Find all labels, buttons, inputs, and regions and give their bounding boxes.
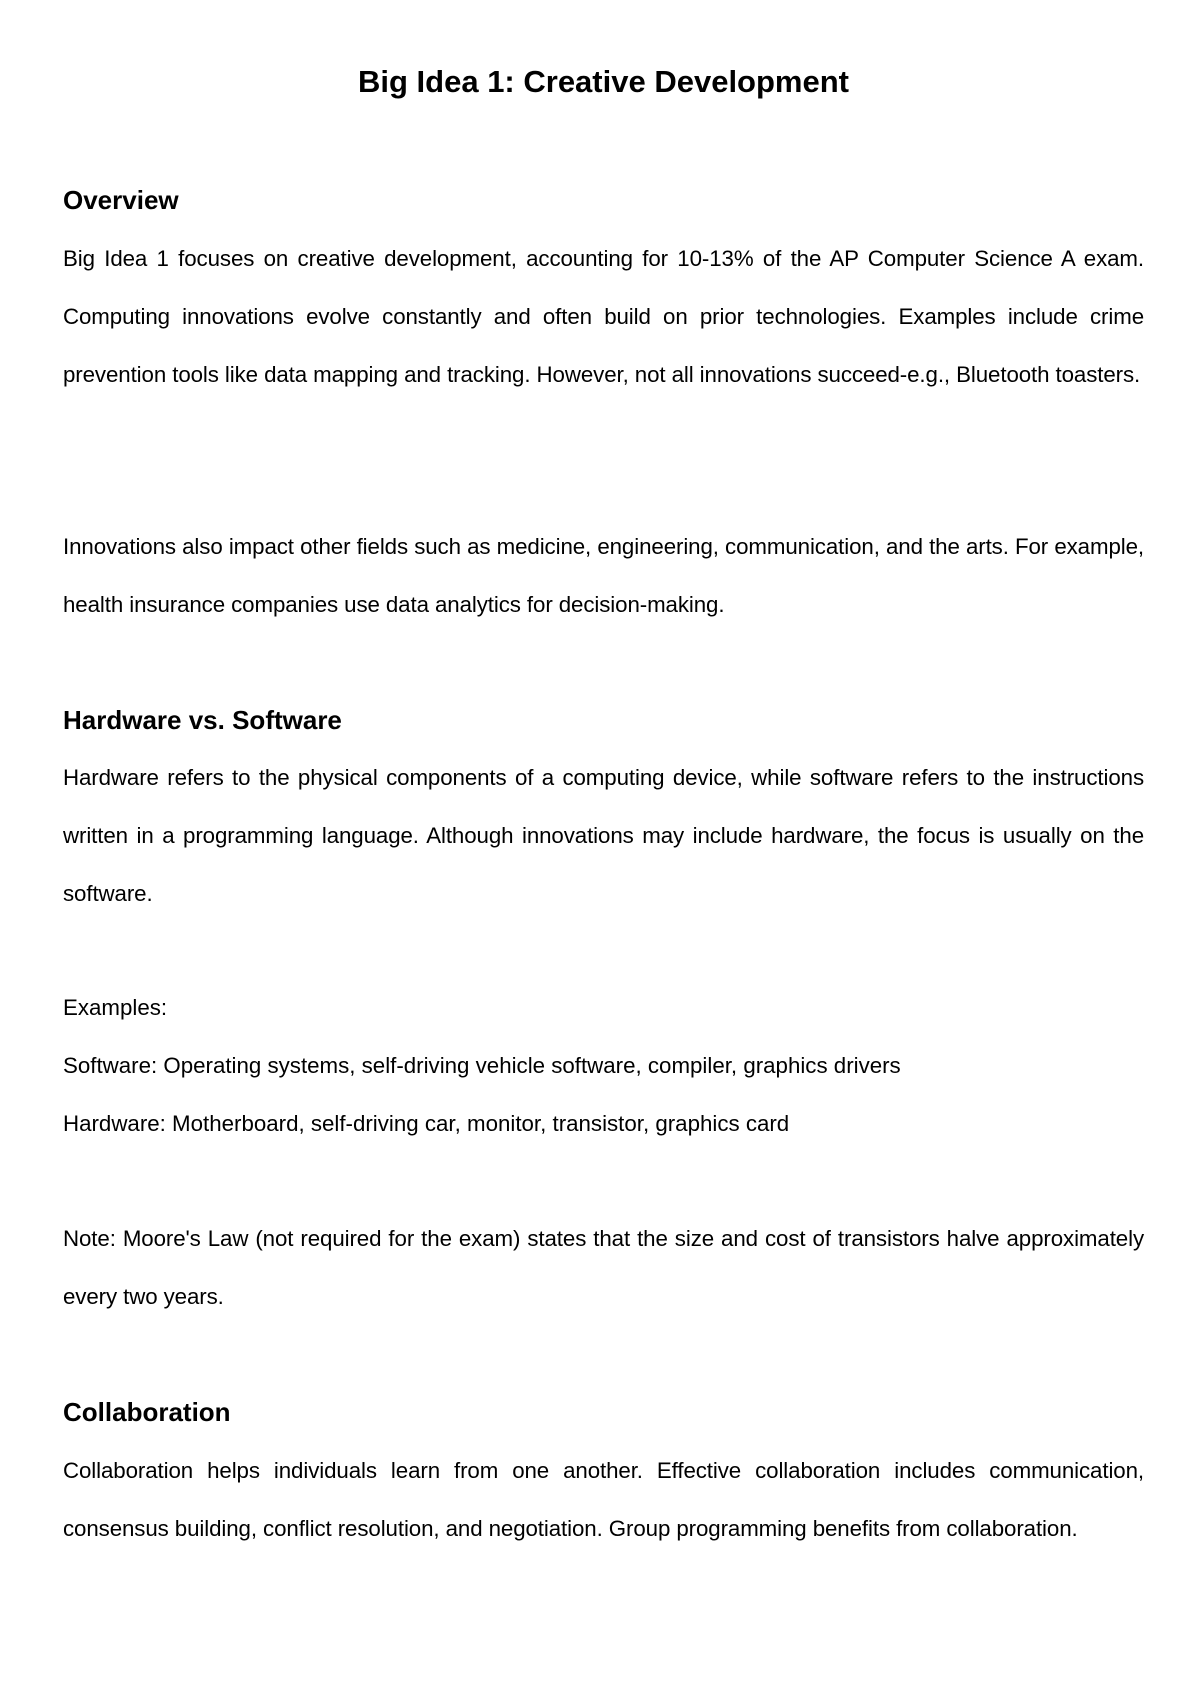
section-heading-hardware-software: Hardware vs. Software <box>63 705 342 735</box>
software-examples: Software: Operating systems, self-driving vehicle software, compiler, graphics drivers <box>63 1053 901 1078</box>
document-title: Big Idea 1: Creative Development <box>358 64 849 99</box>
moores-law-note: Note: Moore's Law (not required for the exam) states that the size and cost of transistors halve approximately every two years. <box>63 1226 1144 1309</box>
section-heading-overview: Overview <box>63 185 179 215</box>
overview-paragraph-1: Big Idea 1 focuses on creative development, accounting for 10-13% of the AP Computer Science A exam. Computing innovations evolve constantly and often build on prior technologies. Examples include crime prevention tools like data mapping and tracking. However, not all innovations succeed-e.g., Bluetooth toasters. <box>63 246 1144 387</box>
overview-paragraph-2: Innovations also impact other fields such as medicine, engineering, communication, and the arts. For example, health insurance companies use data analytics for decision-making. <box>63 534 1144 617</box>
section-heading-collaboration: Collaboration <box>63 1397 231 1427</box>
collaboration-paragraph-1: Collaboration helps individuals learn from one another. Effective collaboration includes communication, consensus building, conflict resolution, and negotiation. Group programming benefits from collaboration. <box>63 1458 1144 1541</box>
examples-label: Examples: <box>63 995 168 1020</box>
hardware-examples: Hardware: Motherboard, self-driving car, monitor, transistor, graphics card <box>63 1111 790 1136</box>
hardware-software-paragraph-1: Hardware refers to the physical components of a computing device, while software refers to the instructions written in a programming language. Although innovations may include hardware, the focus is usually on the software. <box>63 765 1144 906</box>
